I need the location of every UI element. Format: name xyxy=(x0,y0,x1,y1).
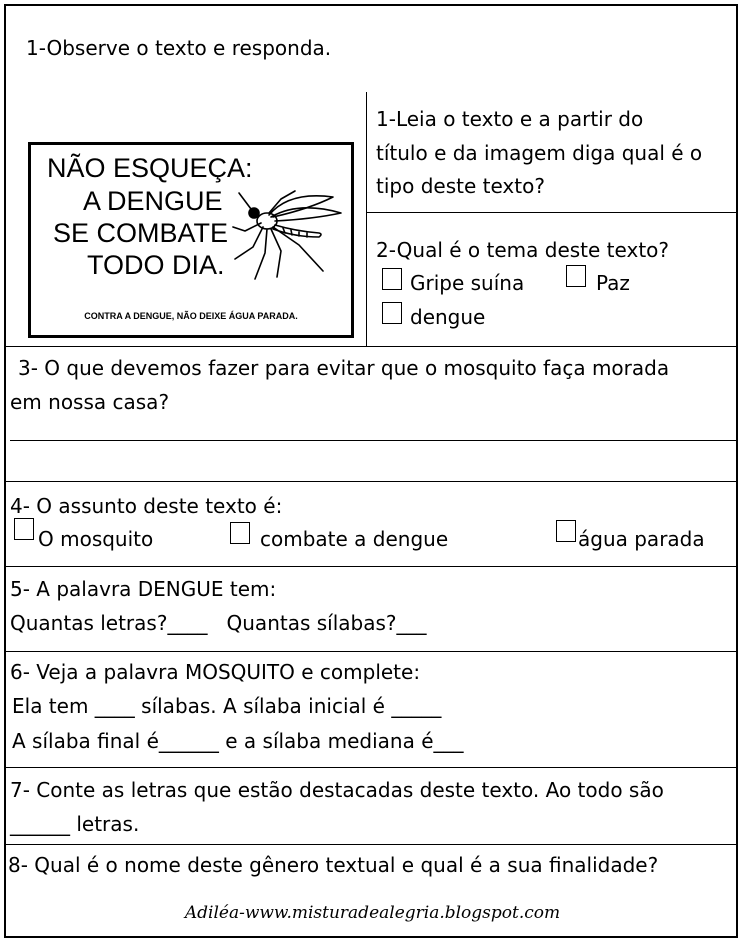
poster-line-2: A DENGUE xyxy=(83,186,223,216)
q3-answer-line[interactable] xyxy=(10,440,738,441)
divider xyxy=(4,844,738,845)
q2-question: 2-Qual é o tema deste texto? xyxy=(376,238,670,262)
q3-line-1: 3- O que devemos fazer para evitar que o mosquito faça morada xyxy=(18,356,670,380)
q3-line-2: em nossa casa? xyxy=(10,390,170,414)
mosquito-icon xyxy=(229,187,351,283)
q4-option-agua: água parada xyxy=(578,527,705,551)
q6-line-3: A sílaba final é______ e a sílaba mediana é___ xyxy=(12,729,464,753)
q1-side-line-1: 1-Leia o texto e a partir do xyxy=(376,107,644,131)
divider xyxy=(4,651,738,652)
q4-option-mosquito: O mosquito xyxy=(38,527,154,551)
q2-checkbox-paz[interactable] xyxy=(566,265,586,287)
q6-line-2: Ela tem ____ sílabas. A sílaba inicial é _____ xyxy=(12,694,442,718)
poster-line-1: NÃO ESQUEÇA: xyxy=(47,153,253,183)
q2-option-dengue: dengue xyxy=(410,305,486,329)
q5-question: 5- A palavra DENGUE tem: xyxy=(10,577,277,601)
dengue-poster xyxy=(28,142,354,338)
q6-question: 6- Veja a palavra MOSQUITO e complete: xyxy=(10,660,421,684)
poster-footer-note: CONTRA A DENGUE, NÃO DEIXE ÁGUA PARADA. xyxy=(84,311,298,321)
q1-header: 1-Observe o texto e responda. xyxy=(26,36,332,60)
divider xyxy=(4,767,738,768)
poster-line-4: TODO DIA. xyxy=(87,250,225,280)
q4-checkbox-combate[interactable] xyxy=(230,522,250,544)
q7-line-1: 7- Conte as letras que estão destacadas deste texto. Ao todo são xyxy=(10,778,664,802)
q4-checkbox-agua[interactable] xyxy=(556,520,576,542)
q8-question: 8- Qual é o nome deste gênero textual e qual é a sua finalidade? xyxy=(8,853,659,877)
q1-side-line-2: título e da imagem diga qual é o xyxy=(376,141,703,165)
q1-side-line-3: tipo deste texto? xyxy=(376,174,545,198)
divider xyxy=(367,212,738,213)
q5-answer-line: Quantas letras?____ Quantas sílabas?___ xyxy=(10,611,427,635)
divider xyxy=(4,566,738,567)
divider xyxy=(4,346,738,347)
divider xyxy=(4,481,738,482)
poster-line-3: SE COMBATE xyxy=(53,218,229,248)
q2-option-gripe: Gripe suína xyxy=(410,271,525,295)
q4-option-combate: combate a dengue xyxy=(260,527,449,551)
q4-checkbox-mosquito[interactable] xyxy=(14,518,34,540)
q7-line-2: ______ letras. xyxy=(10,812,140,836)
column-divider xyxy=(366,92,367,346)
q2-option-paz: Paz xyxy=(596,271,630,295)
q2-checkbox-gripe[interactable] xyxy=(382,268,402,290)
q4-question: 4- O assunto deste texto é: xyxy=(10,494,283,518)
footer-credit: Adiléa-www.misturadealegria.blogspot.com xyxy=(184,903,561,923)
q2-checkbox-dengue[interactable] xyxy=(382,302,402,324)
